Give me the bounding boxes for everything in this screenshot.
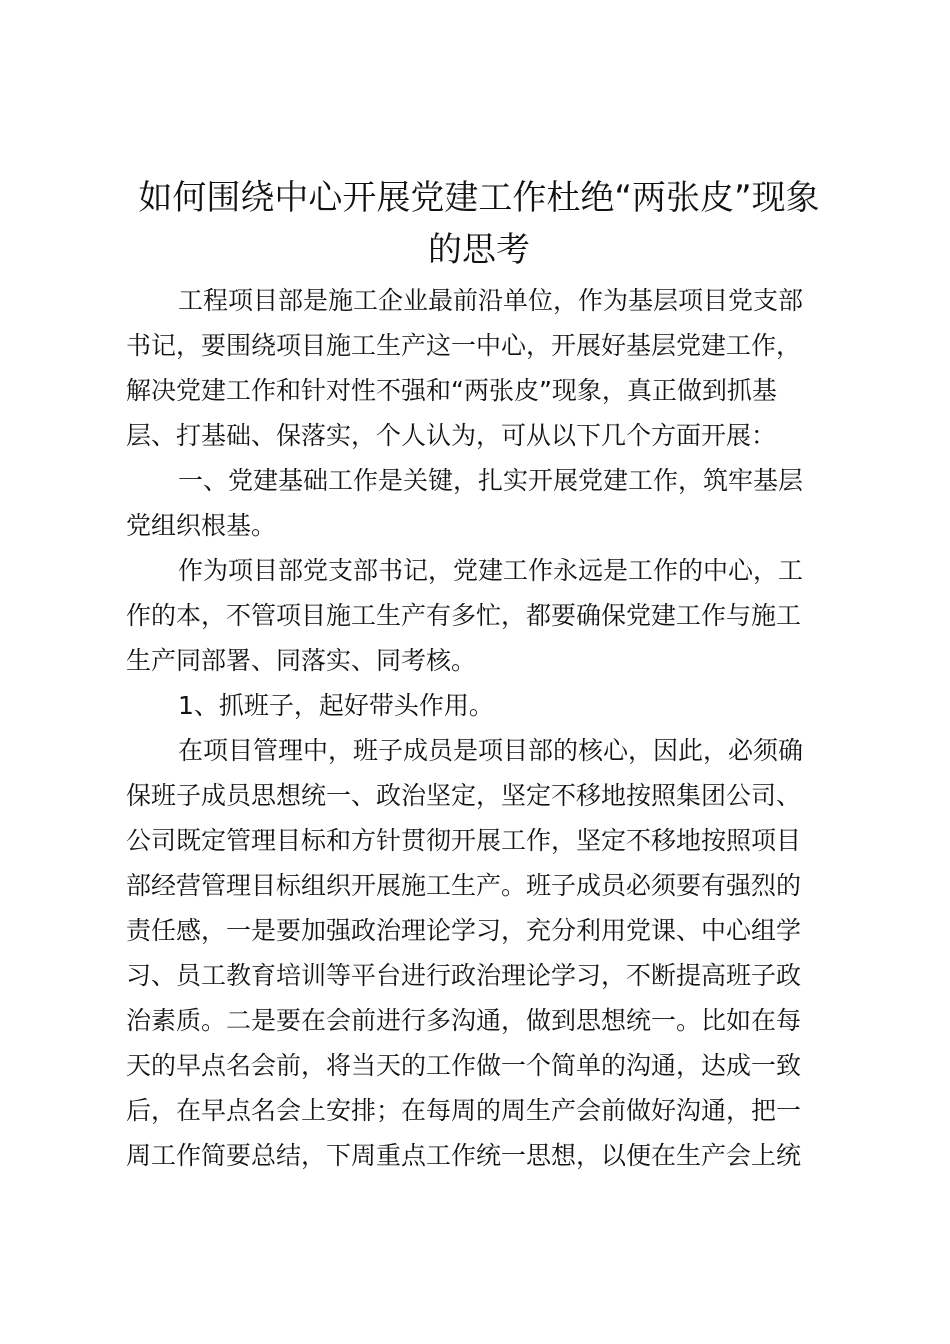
text-line: 习、员工教育培训等平台进行政治理论学习，不断提高班子政 bbox=[126, 961, 802, 990]
text-line: 作的本，不管项目施工生产有多忙，都要确保党建工作与施工 bbox=[126, 601, 802, 630]
text-line: 工程项目部是施工企业最前沿单位，作为基层项目党支部 bbox=[178, 286, 804, 315]
text-line: 天的早点名会前，将当天的工作做一个简单的沟通，达成一致 bbox=[126, 1051, 802, 1080]
document-title bbox=[120, 172, 838, 276]
text-line: 后，在早点名会上安排；在每周的周生产会前做好沟通，把一 bbox=[126, 1096, 802, 1125]
text-line: 责任感，一是要加强政治理论学习，充分利用党课、中心组学 bbox=[126, 916, 802, 945]
text-line: 治素质。二是要在会前进行多沟通，做到思想统一。比如在每 bbox=[126, 1006, 802, 1035]
text-line: 解决党建工作和针对性不强和“两张皮”现象，真正做到抓基 bbox=[126, 376, 777, 405]
text-line: 周工作简要总结，下周重点工作统一思想，以便在生产会上统 bbox=[126, 1141, 802, 1170]
text-line: 党组织根基。 bbox=[126, 511, 277, 540]
text-line: 作为项目部党支部书记，党建工作永远是工作的中心，工 bbox=[178, 556, 804, 585]
title-line-2: 的思考 bbox=[428, 230, 530, 270]
document-body bbox=[126, 278, 826, 1178]
text-line: 生产同部署、同落实、同考核。 bbox=[126, 646, 477, 675]
title-line-1: 如何围绕中心开展党建工作杜绝“两张皮”现象 bbox=[138, 178, 820, 218]
text-line: 书记，要围绕项目施工生产这一中心，开展好基层党建工作， bbox=[126, 331, 802, 360]
text-line: 1、抓班子，起好带头作用。 bbox=[178, 691, 494, 720]
text-line: 在项目管理中，班子成员是项目部的核心，因此，必须确 bbox=[178, 736, 804, 765]
text-line: 公司既定管理目标和方针贯彻开展工作，坚定不移地按照项目 bbox=[126, 826, 802, 855]
text-line: 部经营管理目标组织开展施工生产。班子成员必须要有强烈的 bbox=[126, 871, 802, 900]
text-line: 一、党建基础工作是关键，扎实开展党建工作，筑牢基层 bbox=[178, 466, 804, 495]
text-line: 层、打基础、保落实，个人认为，可从以下几个方面开展： bbox=[126, 421, 777, 450]
text-line: 保班子成员思想统一、政治坚定，坚定不移地按照集团公司、 bbox=[126, 781, 802, 810]
